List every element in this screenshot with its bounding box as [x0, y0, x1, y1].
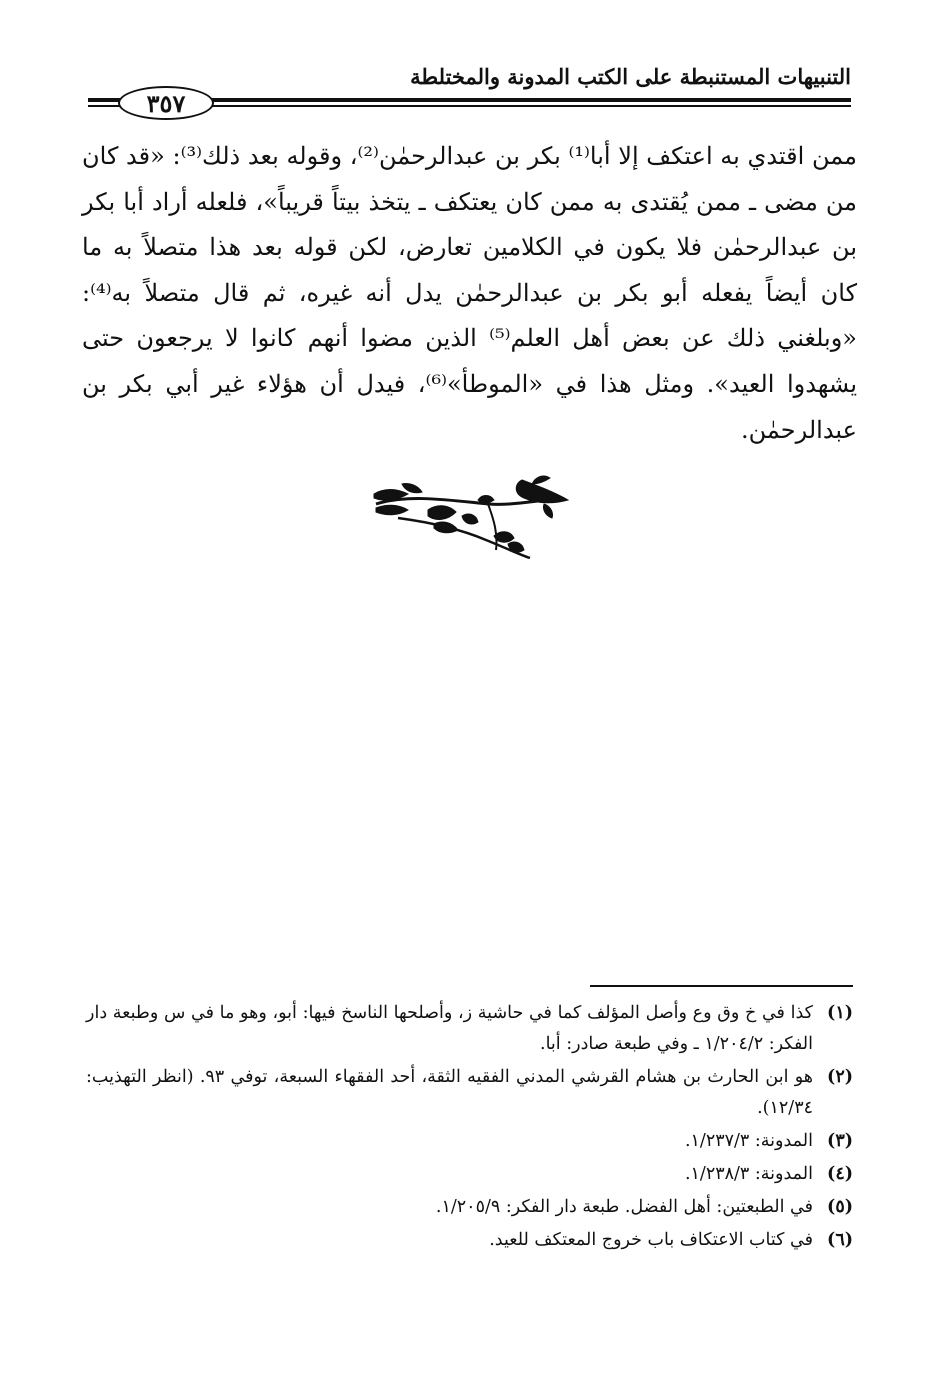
footnotes — [86, 998, 853, 1258]
footnote-number: (٤) — [827, 1164, 853, 1184]
running-title: التنبيهات المستنبطة على الكتب المدونة والمختلطة — [410, 64, 851, 89]
footnote-4 — [86, 1159, 853, 1190]
footnote-6 — [86, 1225, 853, 1256]
footnote-number: (٢) — [827, 1067, 853, 1087]
footnote-number: (٣) — [827, 1131, 853, 1151]
footnote-text: كذا في خ وق وع وأصل المؤلف كما في حاشية ز، وأصلحها الناسخ فيها: أبو، وهو ما في س وطبعة دار الفكر: ١/٢٠٤/٢ ـ وفي طبعة صادر: أبا. — [86, 1003, 813, 1054]
page-number-badge — [118, 86, 214, 120]
footnote-text: في الطبعتين: أهل الفضل. طبعة دار الفكر: ١/٢٠٥/٩. — [435, 1197, 813, 1217]
footnote-3 — [86, 1126, 853, 1157]
footnote-number: (٥) — [827, 1197, 853, 1217]
footnote-1 — [86, 998, 853, 1060]
main-text — [82, 134, 857, 453]
footnote-2 — [86, 1062, 853, 1124]
main-paragraph: ممن اقتدي به اعتكف إلا أبا⁽¹⁾ بكر بن عبدالرحمٰن⁽²⁾، وقوله بعد ذلك⁽³⁾: «قد كان من مضى ـ ممن يُقتدى به ممن كان يعتكف ـ يتخذ بيتاً قريباً»، فلعله أراد أبا بكر بن عبدالرحمٰن فلا يكون في الكلامين تعارض، لكن قوله بعد هذا متصلاً به ما كان أيضاً يفعله أبو بكر بن عبدالرحمٰن يدل أنه غيره، ثم قال متصلاً به⁽⁴⁾: «وبلغني ذلك عن بعض أهل العلم⁽⁵⁾ الذين مضوا أنهم كانوا لا يرجعون حتى يشهدوا العيد». ومثل هذا في «الموطأ»⁽⁶⁾، فيدل أن هؤلاء غير أبي بكر بن عبدالرحمٰن. — [82, 142, 858, 444]
footnote-text: المدونة: ١/٢٣٨/٣. — [684, 1164, 813, 1184]
page-number: ٣٥٧ — [146, 88, 186, 118]
footnote-5 — [86, 1192, 853, 1223]
footnote-number: (٦) — [827, 1230, 853, 1250]
footnote-number: (١) — [827, 1003, 853, 1023]
footnote-text: هو ابن الحارث بن هشام القرشي المدني الفقيه الثقة، أحد الفقهاء السبعة، توفي ٩٣. (انظر التهذيب: ١٢/٣٤). — [86, 1067, 813, 1118]
footnote-text: في كتاب الاعتكاف باب خروج المعتكف للعيد. — [489, 1230, 813, 1250]
footnote-text: المدونة: ١/٢٣٧/٣. — [684, 1131, 813, 1151]
floral-vignette-icon — [368, 470, 572, 562]
footnote-separator — [590, 985, 853, 987]
